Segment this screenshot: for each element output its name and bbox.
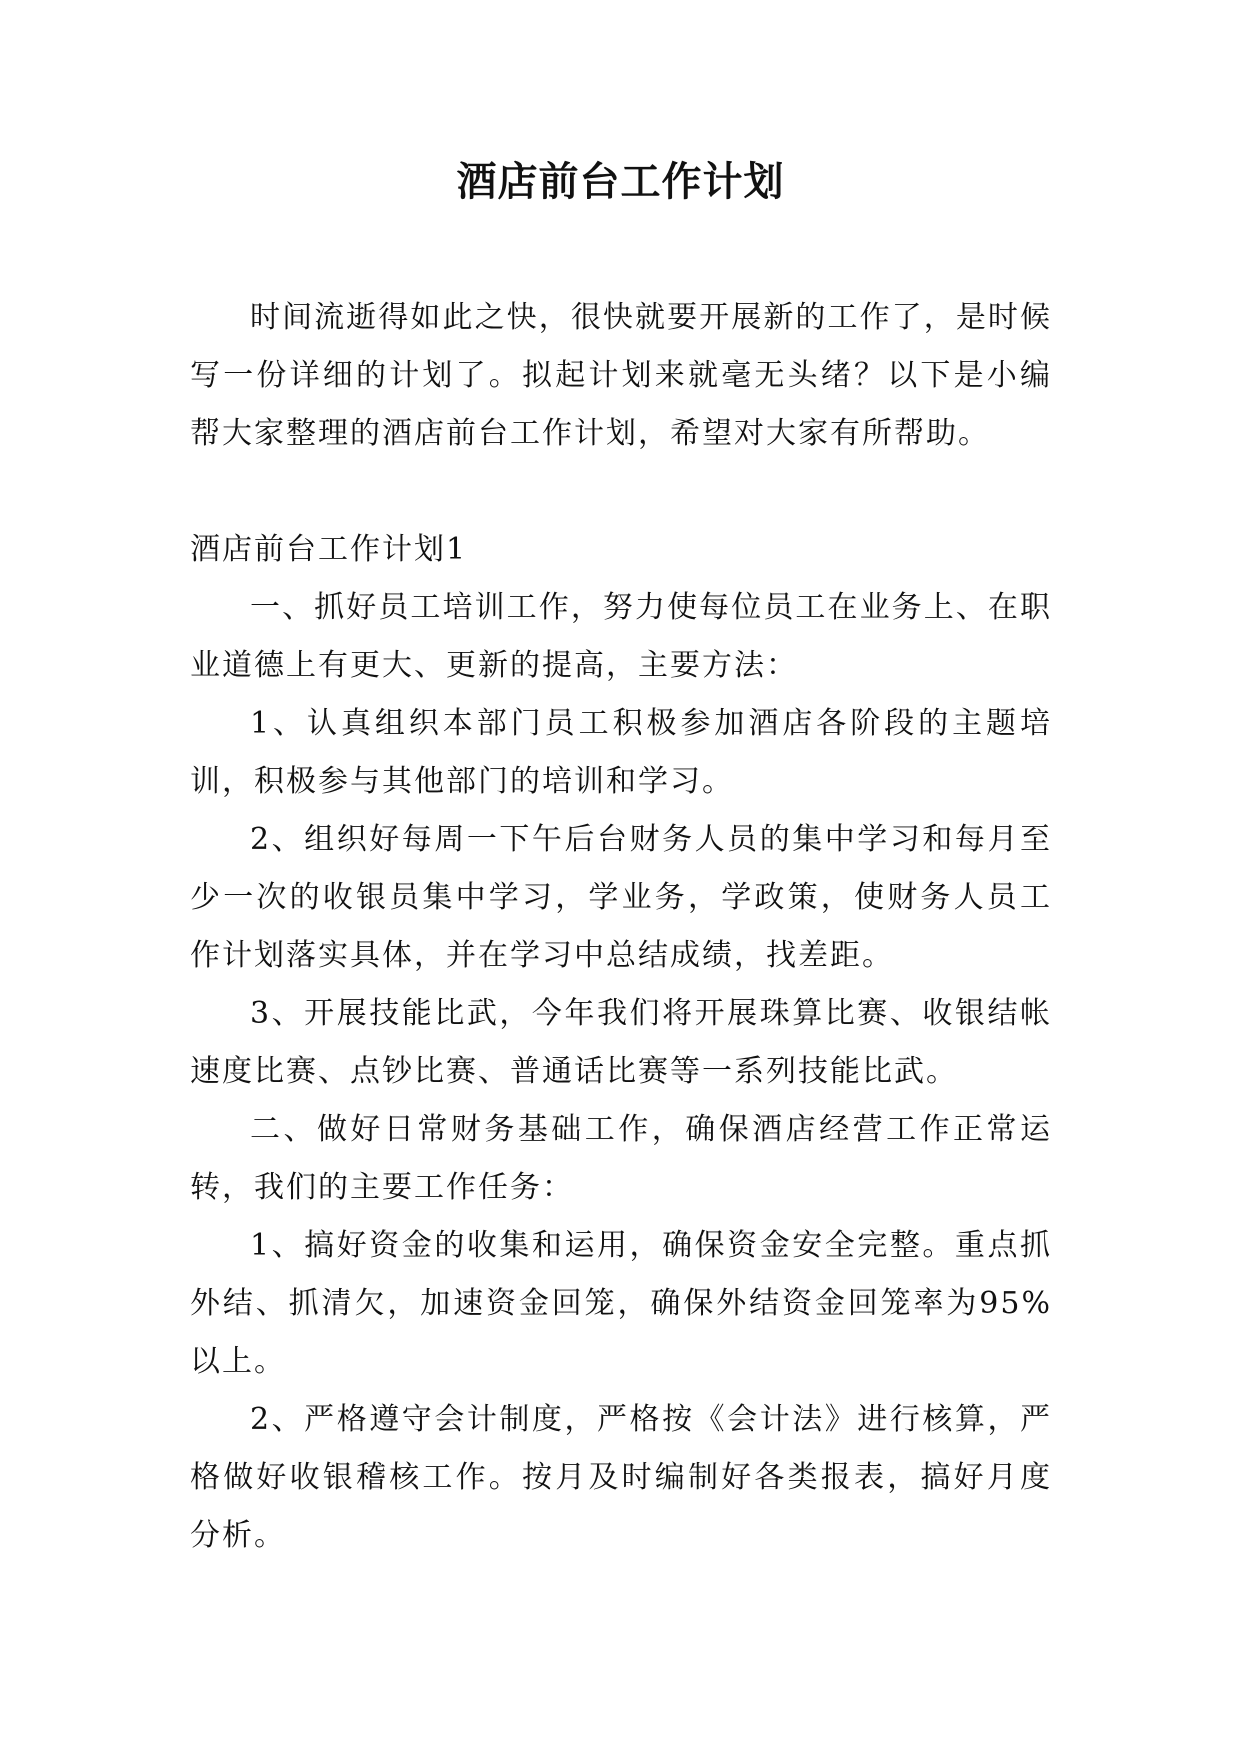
document-body (190, 289, 1052, 1565)
section-heading: 酒店前台工作计划1 (190, 532, 468, 567)
intro-paragraph: 时间流逝得如此之快，很快就要开展新的工作了，是时候写一份详细的计划了。拟起计划来就毫无头绪？以下是小编帮大家整理的酒店前台工作计划，希望对大家有所帮助。 (190, 300, 1052, 451)
body-paragraph: 2、严格遵守会计制度，严格按《会计法》进行核算，严格做好收银稽核工作。按月及时编制好各类报表，搞好月度分析。 (190, 1402, 1052, 1553)
body-paragraph: 1、搞好资金的收集和运用，确保资金安全完整。重点抓外结、抓清欠，加速资金回笼，确保外结资金回笼率为95%以上。 (190, 1228, 1052, 1379)
body-paragraph: 一、抓好员工培训工作，努力使每位员工在业务上、在职业道德上有更大、更新的提高，主要方法： (190, 590, 1052, 683)
body-paragraph: 3、开展技能比武，今年我们将开展珠算比赛、收银结帐速度比赛、点钞比赛、普通话比赛等一系列技能比武。 (190, 996, 1052, 1089)
document-title: 酒店前台工作计划 (456, 158, 785, 205)
body-paragraph: 2、组织好每周一下午后台财务人员的集中学习和每月至少一次的收银员集中学习，学业务，学政策，使财务人员工作计划落实具体，并在学习中总结成绩，找差距。 (190, 822, 1052, 973)
body-paragraph: 二、做好日常财务基础工作，确保酒店经营工作正常运转，我们的主要工作任务： (190, 1112, 1052, 1205)
body-paragraph: 1、认真组织本部门员工积极参加酒店各阶段的主题培训，积极参与其他部门的培训和学习。 (190, 706, 1052, 799)
